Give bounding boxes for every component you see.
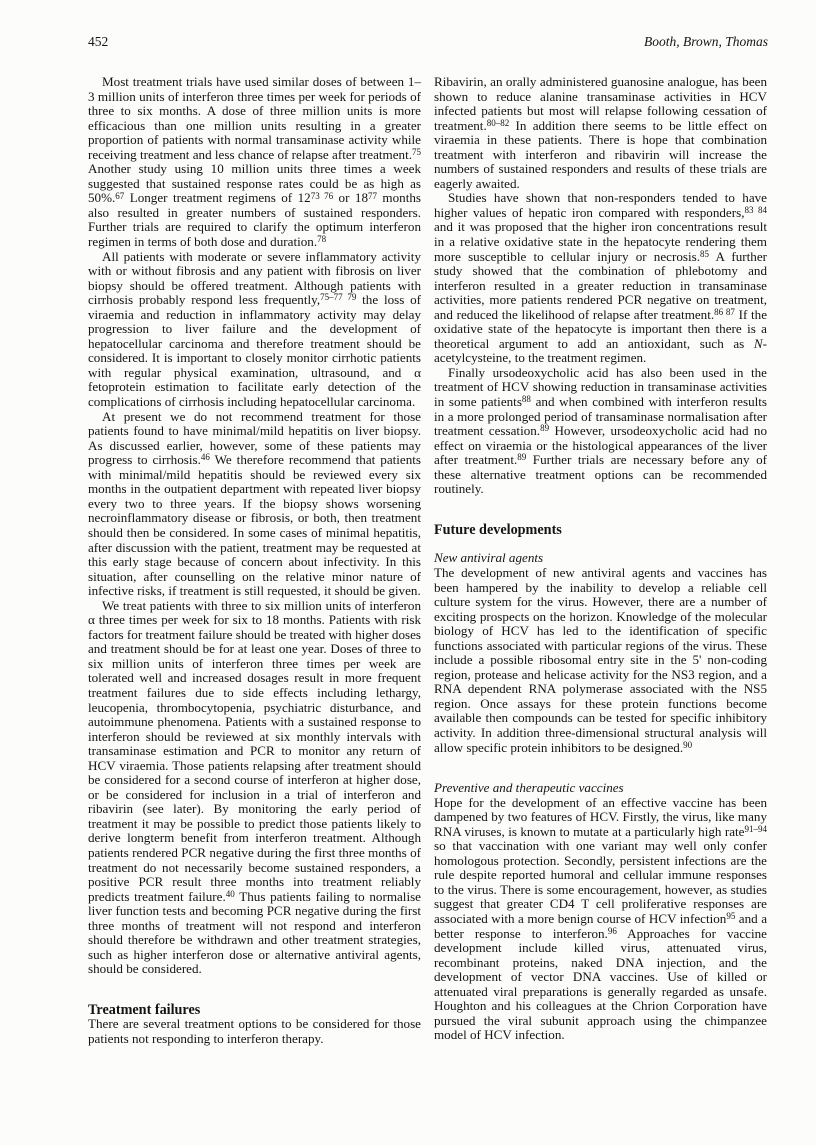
body-text: If the oxidative state of the hepatocyte is important then there is a theoretical argument to add an antioxidant, such as (434, 306, 768, 351)
body-text: Hope for the development of an effective vaccine has been dampened by two features of HCV. Firstly, the virus, like many RNA viruses, is known to mutate at a particularly high rate (434, 794, 767, 839)
body-text: Ribavirin, an orally administered guanosine analogue, has been shown to reduce alanine transaminase activities in HCV infected patients but most will relapse following cessation of treatment. (434, 74, 767, 133)
body-text: the loss of viraemia and reduction in inflammatory activity may delay progression to liver failure and the development of hepatocellular carcinoma and therefore treatment should be considered. It is important to closely monitor cirrhotic patients with regular physical examination, ultrasound, and α fetoprotein estimation to facilitate early detection of the complications of cirrhosis including hepatocellular carcinoma. (88, 292, 422, 410)
body-text: Approaches for vaccine development include killed virus, attenuated virus, recombinant proteins, naked DNA injection, and the development of vector DNA vaccines. Use of killed or attenuated viral preparations is generally regarded as unsafe. Houghton and his colleagues at the Chrion Corporation have pursued the viral subunit approach using the chimpanzee model of HCV infection. (434, 925, 767, 1043)
paragraph (434, 366, 767, 497)
body-text: Longer treatment regimens of 12 (124, 190, 311, 206)
body-text: Most treatment trials have used similar doses of between 1–3 million units of interferon three times per week for periods of three to six months. A dose of three million units is more efficacious than one million units resulting in a greater proportion of patients with normal transaminase activity while receiving treatment and less chance of relapse after treatment. (88, 74, 421, 162)
body-text: The development of new antiviral agents and vaccines has been hampered by the inability to develop a reliable cell culture system for the virus. However, there are a number of exciting prospects on the horizon. Knowledge of the molecular biology of HCV has led to the identification of specific functions associated with particular regions of the virus. These include a possible ribosomal entry site in the 5' non-coding region, protease and helicase activity for the NS3 region, and a RNA dependent RNA polymerase associated with the NS5 region. Once assays for these protein functions become available then compounds can be tested for specific inhibitory activity. In addition three-dimensional structural analysis will allow specific protein inhibitors to be designed. (434, 564, 767, 755)
reference-superscript: 75–77 79 (320, 292, 357, 303)
left-column (88, 75, 421, 1047)
body-text: Another study using 10 million units three times a week suggested that sustained response rates could be as high as 50%. (88, 161, 421, 206)
body-text: Thus patients failing to normalise liver function tests and becoming PCR negative during the first three months of treatment will not respond and interferon should therefore be withdrawn and other treatment strategies, such as higher interferon dose or alternative antiviral agents, should be considered. (88, 888, 421, 977)
reference-superscript: 88 (521, 394, 531, 405)
reference-superscript: 91–94 (744, 823, 767, 834)
body-text: We treat patients with three to six million units of interferon α three times per week for six to 18 months. Patients with risk factors for treatment failure should be treated with higher doses and treatment should be for at least one year. Doses of three to six million units of interferon three times per week are tolerated well and increased dosages result in more frequent treatment failures due to side effects including lethargy, leucopenia, thrombocytopenia, psychiatric disturbance, and autoimmune phenomena. Patients with a sustained response to interferon should be reviewed at six monthly intervals with transaminase estimation and PCR to monitor any return of HCV viraemia. Those patients relapsing after treatment should be considered for a second course of interferon at higher dose, or be considered for inclusion in a trial of interferon and ribavirin (see later). By monitoring the early period of treatment it may be possible to predict those patients likely to derive longterm benefit from interferon treatment. Although patients rendered PCR negative during the first three months of treatment do not necessarily become sustained responders, a positive PCR result three months into treatment reliably predicts treatment failure. (88, 597, 421, 904)
reference-superscript: 89 (540, 423, 550, 434)
body-text: and it was proposed that the higher iron concentrations result in a relative oxidative state in the hepatocyte rendering them more susceptible to cellular injury or necrosis. (434, 219, 767, 264)
paragraph (434, 796, 767, 1043)
body-text: Finally ursodeoxycholic acid has also been used in the treatment of HCV showing reduction in transaminase activities in some patients (434, 364, 767, 410)
reference-superscript: 85 (700, 248, 709, 259)
reference-superscript: 78 (317, 234, 327, 245)
reference-superscript: 73 76 (310, 190, 334, 201)
body-text: A further study showed that the combination of phlebotomy and interferon resulted in a greater reduction in transaminase activities, more patients rendered PCR negative on treatment, and reduced the likelihood of relapse after treatment. (434, 248, 768, 322)
subsection-heading: Preventive and therapeutic vaccines (434, 780, 624, 796)
body-text: All patients with moderate or severe inflammatory activity with or without fibrosis and any patient with fibrosis on liver biopsy should be offered treatment. Although patients with cirrhosis probably respond less frequently, (88, 248, 421, 308)
italic-text: N (753, 335, 763, 351)
reference-superscript: 86 87 (714, 306, 735, 317)
reference-superscript: 83 84 (744, 205, 767, 216)
body-text: We therefore recommend that patients with minimal/mild hepatitis should be reviewed every six months in the outpatient department with repeated liver biopsy every two to three years. If the biopsy shows worsening necroinflammatory disease or fibrosis, or both, then treatment should then be considered. In some cases of minimal hepatitis, after discussion with the patient, treatment may be requested at this early stage because of concern about infectivity. In this situation, after counselling on the relative minor nature of infective risks, if treatment is still requested, it should be given. (88, 452, 421, 599)
paragraph (88, 250, 421, 410)
page-number: 452 (88, 34, 109, 49)
running-title: Booth, Brown, Thomas (643, 34, 768, 49)
reference-superscript: 89 (517, 452, 527, 463)
right-column (434, 75, 767, 1047)
reference-superscript: 90 (683, 739, 693, 750)
body-text: At present we do not recommend treatment for those patients found to have minimal/mild hepatitis on liver biopsy. As discussed earlier, however, some of these patients may progress to cirrhosis. (88, 408, 421, 468)
two-column-text (88, 75, 768, 1047)
paragraph (88, 1017, 421, 1046)
reference-superscript: 40 (225, 888, 235, 899)
section-heading: Treatment failures (88, 1001, 201, 1018)
body-text: -acetylcysteine, to the treatment regimen. (434, 335, 767, 366)
paragraph (88, 75, 421, 250)
body-text: and when combined with interferon results in a more prolonged period of transaminase normalisation after treatment cessation. (434, 394, 767, 439)
reference-superscript: 77 (368, 190, 377, 201)
body-text: However, ursodeoxycholic acid had no effect on viraemia or the histological appearances of the liver after treatment. (434, 423, 767, 468)
reference-superscript: 96 (607, 925, 617, 936)
body-text: In addition there seems to be little effect on viraemia in these patients. There is hope that combination treatment with interferon and ribavirin will increase the numbers of sustained responders and results of these trials are eagerly awaited. (434, 117, 767, 191)
body-text: months also resulted in greater numbers of sustained responders. Further trials are required to clarify the optimum interferon regimen in terms of both dose and duration. (88, 190, 421, 250)
paragraph (434, 191, 767, 366)
body-text: Studies have shown that non-responders tended to have higher values of hepatic iron compared with responders, (434, 190, 767, 220)
reference-superscript: 80–82 (486, 117, 510, 128)
reference-superscript: 75 (412, 146, 421, 157)
reference-superscript: 95 (726, 911, 736, 922)
paragraph (434, 566, 767, 755)
paragraph (88, 599, 421, 977)
paragraph (434, 75, 767, 191)
running-header (88, 34, 768, 50)
reference-superscript: 67 (115, 190, 125, 201)
subsection-heading: New antiviral agents (434, 550, 544, 566)
body-text: and a better response to interferon. (434, 910, 768, 941)
paragraph (88, 410, 421, 599)
body-text: Further trials are necessary before any of these alternative treatment options can be recommended routinely. (434, 452, 767, 497)
section-heading: Future developments (434, 521, 562, 538)
body-text: There are several treatment options to be considered for those patients not responding to interferon therapy. (88, 1016, 421, 1046)
body-text: or 18 (333, 190, 368, 206)
body-text: so that vaccination with one variant may well only confer homologous protection. Secondly, persistent infections are the rule despite reported humoral and cellular immune responses to the virus. There is some encouragement, however, as studies suggest that greater CD4 T cell proliferative responses are associated with a more benign course of HCV infection (434, 838, 767, 926)
reference-superscript: 46 (200, 452, 210, 463)
